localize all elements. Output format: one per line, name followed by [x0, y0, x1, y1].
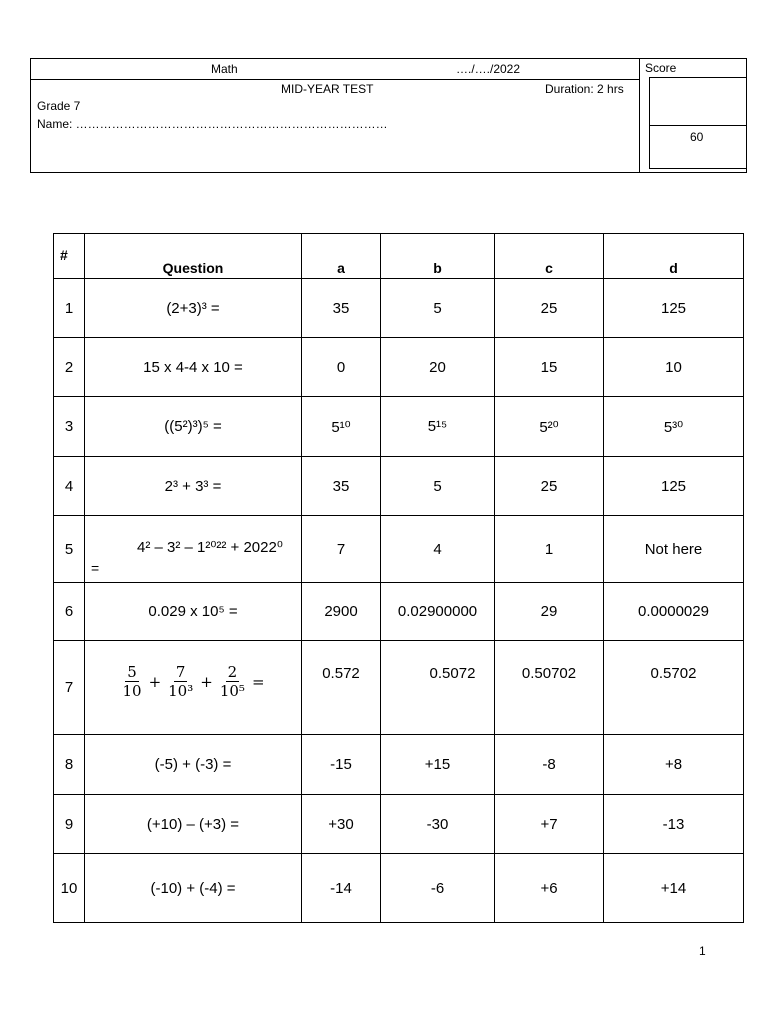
table-row: [54, 641, 744, 735]
option-b: 5¹⁵: [381, 397, 495, 457]
fraction-expression: [85, 663, 301, 700]
option-c: -8: [495, 735, 604, 795]
option-d: +8: [604, 735, 744, 795]
option-a: -14: [302, 854, 381, 923]
question-cell: [85, 641, 302, 735]
date-field: …./…./2022: [456, 62, 521, 76]
question-number: 2: [54, 338, 85, 397]
table-row: [54, 795, 744, 854]
question-text: (2+3)³ =: [85, 279, 302, 338]
total-score: 60: [690, 130, 704, 144]
option-a: -15: [302, 735, 381, 795]
equals-sign: =: [251, 672, 265, 691]
question-number: 8: [54, 735, 85, 795]
question-text: 0.029 x 10⁵ =: [85, 583, 302, 641]
question-number: 10: [54, 854, 85, 923]
option-c: 25: [495, 279, 604, 338]
option-a: 5¹⁰: [302, 397, 381, 457]
question-cell: [85, 516, 302, 583]
option-d: 125: [604, 279, 744, 338]
option-b: 20: [381, 338, 495, 397]
option-c: 29: [495, 583, 604, 641]
table-row: [54, 338, 744, 397]
test-title: MID-YEAR TEST: [281, 82, 374, 96]
option-c: 25: [495, 457, 604, 516]
header-question: Question: [85, 234, 302, 279]
table-row: [54, 854, 744, 923]
subject-label: Math: [211, 62, 238, 76]
option-a: 35: [302, 279, 381, 338]
numerator: 5: [127, 663, 137, 681]
question-text: 2³ + 3³ =: [85, 457, 302, 516]
fraction: [120, 663, 143, 700]
question-number: 7: [54, 641, 85, 735]
option-d: +14: [604, 854, 744, 923]
option-d: 5³⁰: [604, 397, 744, 457]
option-b: 5: [381, 457, 495, 516]
option-c: 0.50702: [495, 641, 604, 735]
option-d: Not here: [604, 516, 744, 583]
option-b: 5: [381, 279, 495, 338]
question-text: ((5²)³)⁵ =: [85, 397, 302, 457]
question-number: 4: [54, 457, 85, 516]
question-text: (+10) – (+3) =: [85, 795, 302, 854]
header-b: b: [381, 234, 495, 279]
score-box: [649, 77, 747, 169]
header-c: c: [495, 234, 604, 279]
question-number: 3: [54, 397, 85, 457]
denominator: 10: [122, 682, 142, 700]
header-top-row: [31, 59, 639, 80]
option-b: +15: [381, 735, 495, 795]
question-number: 9: [54, 795, 85, 854]
table-row: [54, 457, 744, 516]
denominator: 10⁵: [219, 682, 245, 700]
option-b: 0.5072: [381, 641, 495, 735]
score-label: Score: [645, 61, 677, 75]
table-row: [54, 516, 744, 583]
score-divider: [650, 125, 746, 126]
question-text: 15 x 4-4 x 10 =: [85, 338, 302, 397]
question-text: (-10) + (-4) =: [85, 854, 302, 923]
header-num: #: [54, 234, 85, 279]
plus-sign: +: [200, 672, 213, 691]
option-d: 0.5702: [604, 641, 744, 735]
option-c: 1: [495, 516, 604, 583]
option-b: 4: [381, 516, 495, 583]
page-number: 1: [699, 944, 706, 958]
option-a: 0.572: [302, 641, 381, 735]
option-b: 0.02900000: [381, 583, 495, 641]
plus-sign: +: [148, 672, 162, 691]
denominator: 10³: [168, 682, 194, 700]
header-info-panel: [31, 59, 640, 172]
numerator: 2: [227, 663, 238, 681]
table-row: [54, 279, 744, 338]
table-row: [54, 583, 744, 641]
question-text: 4² – 3² – 1²⁰²² + 2022⁰: [137, 539, 283, 556]
option-a: 2900: [302, 583, 381, 641]
option-a: 35: [302, 457, 381, 516]
option-c: 15: [495, 338, 604, 397]
option-d: 125: [604, 457, 744, 516]
table-row: [54, 735, 744, 795]
option-a: 7: [302, 516, 381, 583]
table-header-row: [54, 234, 744, 279]
numerator: 7: [175, 663, 186, 681]
name-field: Name: ……………………………………………………………………: [37, 117, 388, 131]
fraction: [218, 663, 247, 700]
question-text: (-5) + (-3) =: [85, 735, 302, 795]
option-c: +6: [495, 854, 604, 923]
option-d: 0.0000029: [604, 583, 744, 641]
question-equals: =: [91, 560, 100, 576]
duration-label: Duration: 2 hrs: [545, 82, 624, 96]
header-a: a: [302, 234, 381, 279]
question-number: 5: [54, 516, 85, 583]
question-number: 6: [54, 583, 85, 641]
option-a: +30: [302, 795, 381, 854]
option-c: +7: [495, 795, 604, 854]
table-row: [54, 397, 744, 457]
option-a: 0: [302, 338, 381, 397]
fraction: [166, 663, 195, 700]
grade-label: Grade 7: [37, 99, 81, 113]
option-c: 5²⁰: [495, 397, 604, 457]
question-number: 1: [54, 279, 85, 338]
test-header: [30, 58, 747, 173]
option-b: -30: [381, 795, 495, 854]
questions-table: [53, 233, 744, 923]
header-d: d: [604, 234, 744, 279]
option-d: 10: [604, 338, 744, 397]
option-d: -13: [604, 795, 744, 854]
option-b: -6: [381, 854, 495, 923]
